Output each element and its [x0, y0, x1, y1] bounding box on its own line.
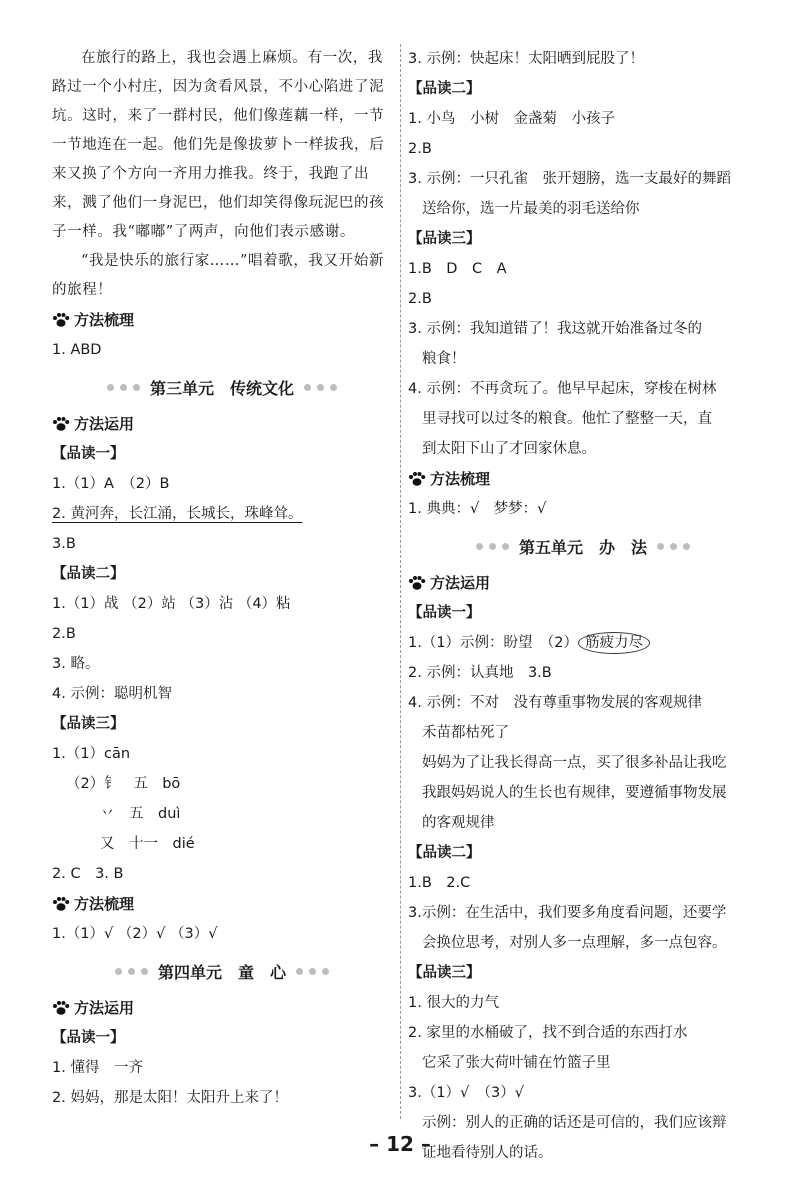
answer-line: 证地看待别人的话。 — [422, 1145, 553, 1161]
answer-line: 妈妈为了让我长得高一点，买了很多补品让我吃 — [422, 755, 727, 771]
story-paragraph-2: “我是快乐的旅行家……”唱着歌，我又开始新的旅程！ — [52, 253, 384, 298]
reading-2-heading: 【品读二】 — [52, 566, 125, 582]
reading-1-heading: 【品读一】 — [52, 446, 125, 462]
answer-line: 4. 示例：不对 没有尊重事物发展的客观规律 — [408, 695, 702, 711]
answer-line: 示例：别人的正确的话还是可信的，我们应该辩 — [422, 1115, 727, 1131]
answer-line: 丷 五 duì — [100, 806, 181, 822]
answer-line: 1. 很大的力气 — [408, 995, 499, 1011]
dots-decoration — [107, 384, 140, 391]
answer-line: （2）钅 五 bō — [66, 776, 181, 792]
answer-line: 3. 示例：我知道错了！我这就开始准备过冬的 — [408, 321, 702, 337]
answer-line: 2. 妈妈，那是太阳！太阳升上来了！ — [52, 1090, 288, 1106]
right-column — [408, 44, 758, 1168]
reading-3-heading: 【品读三】 — [52, 716, 125, 732]
answer-line: 1.B 2.C — [408, 875, 471, 891]
answer-line: 3. 示例：一只孔雀 张开翅膀，选一支最好的舞蹈 — [408, 171, 731, 187]
answer-line: 会换位思考，对别人多一点理解，多一点包容。 — [422, 935, 727, 951]
unit4-heading: 第四单元 童 心 — [52, 951, 392, 991]
answer-line: 2. 黄河奔，长江涌，长城长，珠峰耸。 — [52, 506, 303, 522]
answer-line: 1.（1）cān — [52, 746, 131, 762]
answer-line: 2. 家里的水桶破了，找不到合适的东西打水 — [408, 1025, 688, 1041]
reading-3-heading: 【品读三】 — [408, 965, 481, 981]
answer-line: 粮食！ — [422, 351, 466, 367]
answer-line: 3. 示例：快起床！太阳晒到屁股了！ — [408, 51, 644, 67]
paw-icon — [52, 416, 70, 432]
answer-line: 1.B D C A — [408, 261, 507, 277]
answer-line: 我跟妈妈说人的生长也有规律，要遵循事物发展 — [422, 785, 727, 801]
dots-decoration — [476, 543, 509, 550]
reading-1-heading: 【品读一】 — [408, 605, 481, 621]
left-column — [52, 44, 392, 1113]
method-sort-heading: 方法梳理 — [52, 305, 392, 335]
unit3-heading: 第三单元 传统文化 — [52, 367, 392, 407]
method-sort-heading: 方法梳理 — [408, 464, 758, 494]
column-divider — [400, 44, 401, 1119]
answer-line: 1.（1）√ （2）√ （3）√ — [52, 926, 218, 942]
answer-line: 1. 小鸟 小树 金盏菊 小孩子 — [408, 111, 615, 127]
answer-line: 2. C 3. B — [52, 866, 124, 882]
method-use-heading: 方法运用 — [52, 993, 392, 1023]
paw-icon — [408, 575, 426, 591]
unit5-heading: 第五单元 办 法 — [408, 526, 758, 566]
answer-line: 1.（1）战 （2）站 （3）沾 （4）粘 — [52, 596, 291, 612]
answer-line: 送给你，选一片最美的羽毛送给你 — [422, 201, 640, 217]
reading-2-heading: 【品读二】 — [408, 845, 481, 861]
answer-line: 又 十一 dié — [100, 836, 195, 852]
reading-1-heading: 【品读一】 — [52, 1030, 125, 1046]
answer-line: 4. 示例：不再贪玩了。他早早起床，穿梭在树林 — [408, 381, 717, 397]
answer-line: 的客观规律 — [422, 815, 495, 831]
answer-line: 里寻找可以过冬的粮食。他忙了整整一天，直 — [422, 411, 712, 427]
reading-2-heading: 【品读二】 — [408, 81, 481, 97]
method-sort-heading: 方法梳理 — [52, 889, 392, 919]
answer-line: 1.（1）A （2）B — [52, 476, 170, 492]
answer-line: 1. 懂得 一齐 — [52, 1060, 143, 1076]
paw-icon — [408, 471, 426, 487]
reading-3-heading: 【品读三】 — [408, 231, 481, 247]
paw-icon — [52, 312, 70, 328]
answer-line: 禾苗都枯死了 — [422, 725, 509, 741]
answer-line: 2.B — [408, 141, 432, 157]
dots-decoration — [296, 968, 329, 975]
answer-line: 2.B — [52, 626, 76, 642]
dots-decoration — [115, 968, 148, 975]
answer-line: 2.B — [408, 291, 432, 307]
method-use-heading: 方法运用 — [408, 568, 758, 598]
dots-decoration — [657, 543, 690, 550]
method-use-heading: 方法运用 — [52, 409, 392, 439]
answer-line: 4. 示例：聪明机智 — [52, 686, 172, 702]
answer-line: 2. 示例：认真地 3.B — [408, 665, 552, 681]
circled-answer: 筋疲力尽 — [578, 632, 650, 654]
answer-line: 1.（1）示例：盼望 （2） 筋疲力尽 — [408, 628, 758, 658]
answer-line: 3.（1）√ （3）√ — [408, 1085, 525, 1101]
answer-line: 它采了张大荷叶铺在竹篮子里 — [422, 1055, 611, 1071]
paw-icon — [52, 896, 70, 912]
answer-line: 3.B — [52, 536, 76, 552]
answer-line: 1. ABD — [52, 342, 102, 358]
answer-line: 3.示例：在生活中，我们要多角度看问题，还要学 — [408, 905, 727, 921]
story-paragraph-1: 在旅行的路上，我也会遇上麻烦。有一次，我路过一个小村庄，因为贪看风景，不小心陷进了泥坑。这时，来了一群村民，他们像莲藕一样，一节一节地连在一起。他们先是像拔萝卜一样拔我，后来又换了个方向一齐用力推我。终于，我跑了出来，溅了他们一身泥巴，他们却笑得像玩泥巴的孩子一样。我“嘟嘟”了两声，向他们表示感谢。 — [52, 50, 385, 240]
dots-decoration — [304, 384, 337, 391]
paw-icon — [52, 1000, 70, 1016]
page-number: – 12 – — [369, 1132, 431, 1156]
answer-line: 到太阳下山了才回家休息。 — [422, 441, 596, 457]
answer-line: 3. 略。 — [52, 656, 100, 672]
answer-line: 1. 典典：√ 梦梦：√ — [408, 501, 547, 517]
